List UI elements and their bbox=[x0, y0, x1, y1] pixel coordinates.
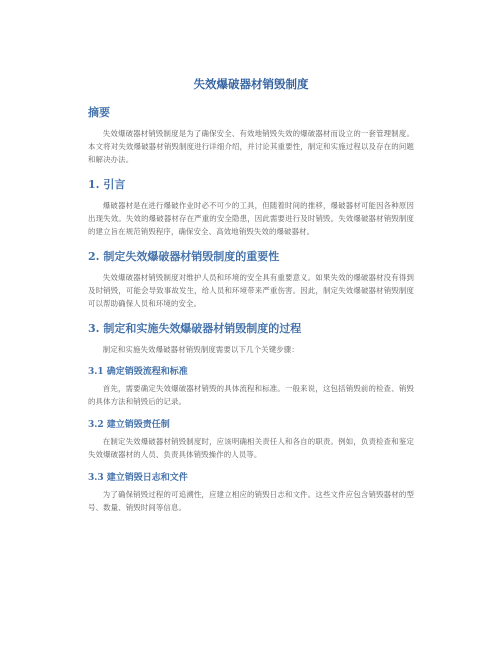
section-process bbox=[88, 320, 414, 514]
document-content bbox=[88, 76, 414, 524]
subsection-paragraph: 在制定失效爆破器材销毁制度时，应该明确相关责任人和各自的职责。例如，负责检查和鉴定失效爆破器材的人员、负责具体销毁操作的人员等。 bbox=[88, 437, 414, 459]
section-introduction bbox=[88, 176, 414, 238]
section-importance bbox=[88, 248, 414, 310]
section-paragraph: 爆破器材是在进行爆破作业时必不可少的工具，但随着时间的推移，爆破器材可能因各种原因出现失效。失效的爆破器材存在严重的安全隐患，因此需要进行及时销毁。失效爆破器材销毁制度的建立旨在规范销毁程序，确保安全、高效地销毁失效的爆破器材。 bbox=[88, 201, 414, 236]
abstract-heading: 摘要 bbox=[88, 106, 110, 119]
subsection-heading: 3.3 建立销毁日志和文件 bbox=[88, 473, 188, 483]
subsection-process-standards bbox=[88, 364, 414, 408]
subsection-paragraph: 为了确保销毁过程的可追溯性，应建立相应的销毁日志和文件。这些文件应包含销毁器材的型号、数量、销毁时间等信息。 bbox=[88, 490, 414, 512]
subsection-heading: 3.1 确定销毁流程和标准 bbox=[88, 367, 188, 377]
section-paragraph: 制定和实施失效爆破器材销毁制度需要以下几个关键步骤： bbox=[102, 345, 299, 354]
subsection-logs bbox=[88, 470, 414, 514]
subsection-responsibility bbox=[88, 417, 414, 461]
abstract-paragraph: 失效爆破器材销毁制度是为了确保安全、有效地销毁失效的爆破器材而设立的一套管理制度。本文将对失效爆破器材销毁制度进行详细介绍，并讨论其重要性，制定和实施过程以及存在的问题和解决办法。 bbox=[88, 129, 414, 164]
subsection-paragraph: 首先，需要确定失效爆破器材销毁的具体流程和标准。一般来说，这包括销毁前的检查、销毁的具体方法和销毁后的记录。 bbox=[88, 384, 414, 406]
section-heading: 3. 制定和实施失效爆破器材销毁制度的过程 bbox=[88, 322, 302, 335]
section-heading: 2. 制定失效爆破器材销毁制度的重要性 bbox=[88, 250, 280, 263]
section-heading: 1. 引言 bbox=[88, 178, 126, 191]
section-paragraph: 失效爆破器材销毁制度对维护人员和环境的安全具有重要意义。如果失效的爆破器材没有得到及时销毁，可能会导致事故发生，给人员和环境带来严重伤害。因此，制定失效爆破器材销毁制度可以帮助确保人员和环境的安全。 bbox=[88, 273, 414, 308]
subsection-heading: 3.2 建立销毁责任制 bbox=[88, 420, 170, 430]
abstract-section bbox=[88, 104, 414, 166]
document-title: 失效爆破器材销毁制度 bbox=[193, 77, 309, 91]
